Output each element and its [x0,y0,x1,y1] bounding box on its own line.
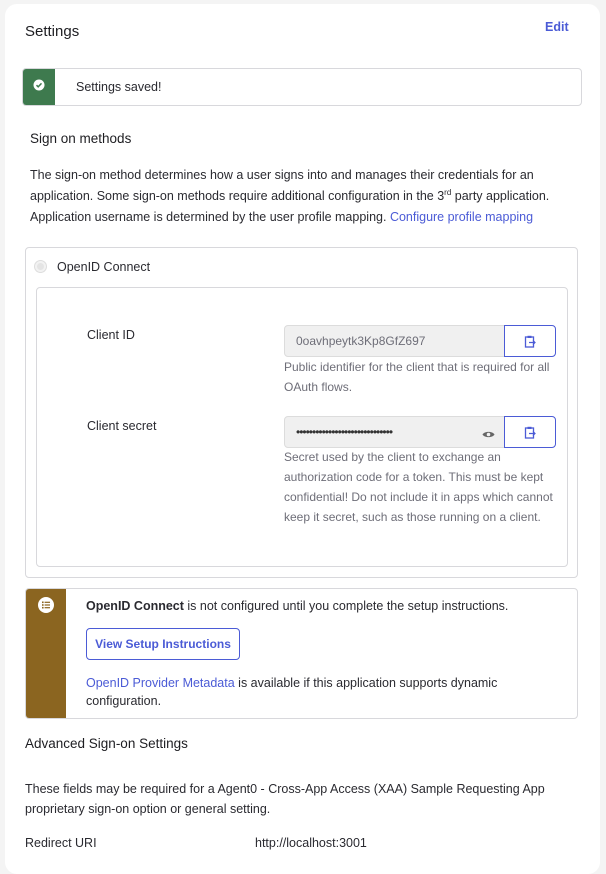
username-text: Application username is determined by the user profile mapping. [30,210,387,224]
redirect-uri-value: http://localhost:3001 [255,836,367,850]
openid-provider-metadata-link[interactable]: OpenID Provider Metadata [86,676,235,690]
description-text: The sign-on method determines how a user signs into and manages their credentials for an application. Some sign-on methods require additional configuration in the 3 [30,168,534,204]
metadata-suffix: is available if this application supports dynamic configuration. [86,676,498,708]
configure-profile-mapping-link[interactable]: Configure profile mapping [389,210,534,224]
description-text-end: party application. [451,189,550,204]
clipboard-icon [524,335,536,348]
notice-bold: OpenID Connect [86,599,184,613]
client-secret-value: •••••••••••••••••••••••••••••• [296,425,393,439]
eye-icon[interactable] [482,430,495,439]
openid-method-label: OpenID Connect [57,260,151,274]
sign-on-title: Sign on methods [30,131,132,146]
client-secret-input[interactable] [284,416,505,448]
notice-text [86,599,508,613]
copy-client-id-button[interactable] [504,325,556,357]
notice-strip [26,589,66,719]
alert-strip [23,69,55,106]
client-secret-label: Client secret [87,419,157,433]
client-secret-help: Secret used by the client to exchange an authorization code for a token. This must be kept confidential! Do not include it in apps which cannot keep it secret, such as those running on a client. [284,450,553,524]
description-sup: rd [444,188,452,197]
list-icon [38,597,54,613]
sign-on-description [30,167,570,205]
clipboard-icon [524,426,536,439]
openid-radio[interactable] [35,261,46,272]
alert-message: Settings saved! [76,80,162,94]
success-alert [22,68,582,106]
advanced-description: These fields may be required for a Agent0 - Cross-App Access (XAA) Sample Requesting App proprietary sign-on option or general setting. [25,782,545,816]
notice-text-rest: is not configured until you complete the setup instructions. [183,599,509,613]
redirect-uri-label: Redirect URI [25,836,97,850]
view-setup-instructions-button[interactable]: View Setup Instructions [86,628,240,660]
username-info [30,210,533,224]
metadata-info [86,674,526,710]
copy-client-secret-button[interactable] [504,416,556,448]
check-circle-icon [33,79,45,91]
client-id-label: Client ID [87,328,135,342]
page-title: Settings [25,23,80,40]
edit-link[interactable]: Edit [545,20,569,34]
client-id-input[interactable]: 0oavhpeytk3Kp8GfZ697 [284,325,505,357]
client-id-help: Public identifier for the client that is required for all OAuth flows. [284,360,550,394]
advanced-title: Advanced Sign-on Settings [25,736,188,751]
